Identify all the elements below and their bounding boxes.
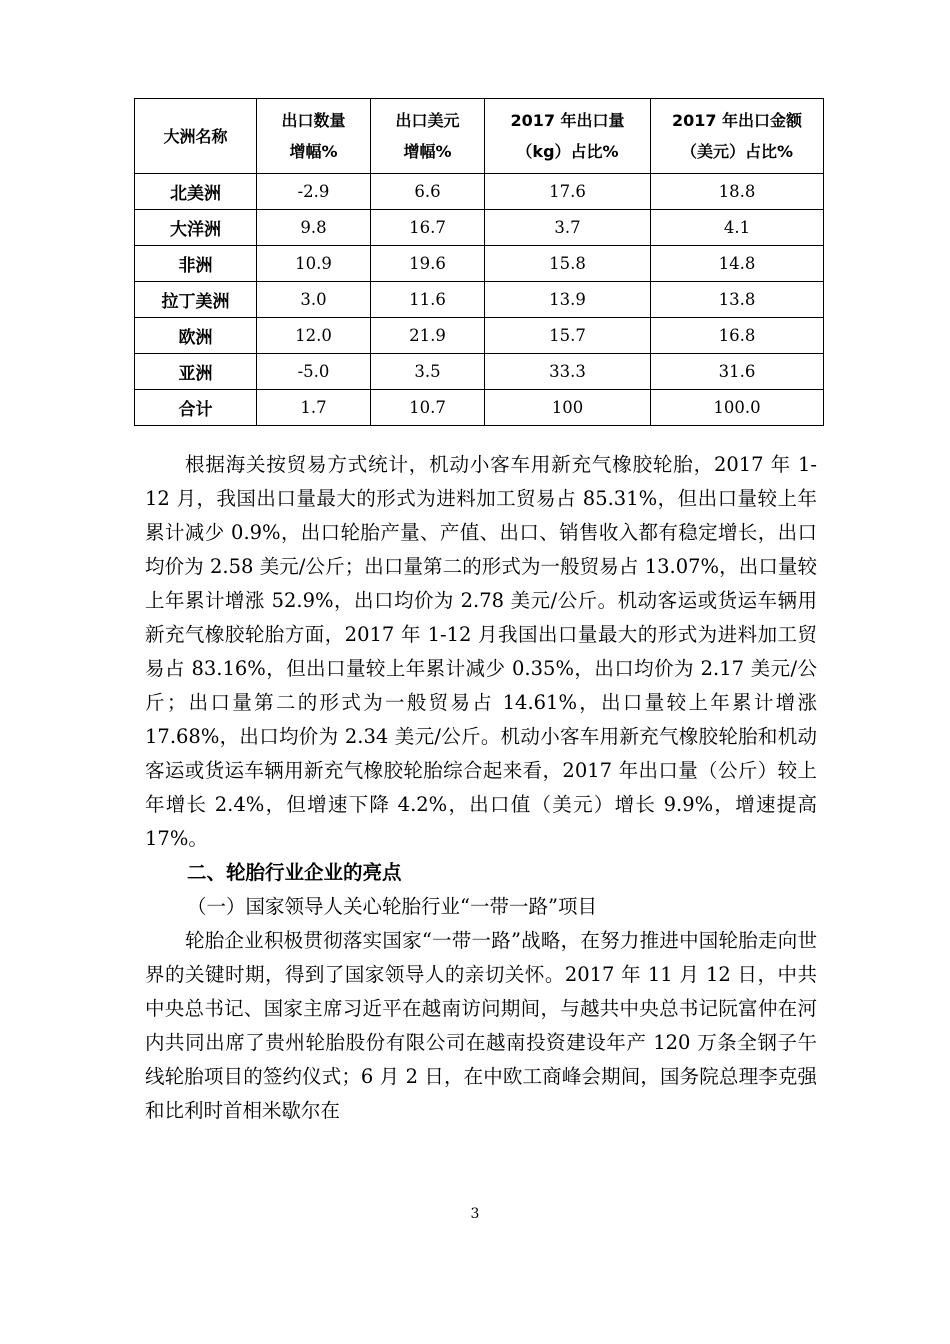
section-heading: 二、轮胎行业企业的亮点 bbox=[187, 861, 402, 884]
table-cell-continent: 大洋洲 bbox=[135, 210, 257, 246]
header-export-usd-growth: 出口美元 增幅% bbox=[371, 99, 485, 174]
table-cell: 100.0 bbox=[651, 390, 824, 426]
table-cell: 10.9 bbox=[257, 246, 371, 282]
table-cell: 18.8 bbox=[651, 174, 824, 210]
body-text bbox=[145, 448, 817, 1128]
header-2017-value-share: 2017 年出口金额 （美元）占比% bbox=[651, 99, 824, 174]
header-2017-volume-share: 2017 年出口量 （kg）占比% bbox=[485, 99, 651, 174]
table-cell: 11.6 bbox=[371, 282, 485, 318]
header-continent: 大洲名称 bbox=[135, 99, 257, 174]
table-cell: 15.7 bbox=[485, 318, 651, 354]
table-cell-continent: 合计 bbox=[135, 390, 257, 426]
header-export-quantity-growth: 出口数量 增幅% bbox=[257, 99, 371, 174]
table-cell: 6.6 bbox=[371, 174, 485, 210]
table-row bbox=[135, 354, 824, 390]
table-row bbox=[135, 246, 824, 282]
table-cell: 16.8 bbox=[651, 318, 824, 354]
table-cell: 12.0 bbox=[257, 318, 371, 354]
page-number: 3 bbox=[470, 1206, 480, 1222]
table-row bbox=[135, 318, 824, 354]
table-cell-continent: 非洲 bbox=[135, 246, 257, 282]
table-cell: -5.0 bbox=[257, 354, 371, 390]
table-cell: 3.0 bbox=[257, 282, 371, 318]
subsection-heading: （一）国家领导人关心轮胎行业“一带一路”项目 bbox=[187, 895, 597, 918]
table-cell-continent: 亚洲 bbox=[135, 354, 257, 390]
table-cell: 14.8 bbox=[651, 246, 824, 282]
table-cell: 31.6 bbox=[651, 354, 824, 390]
table-cell: 10.7 bbox=[371, 390, 485, 426]
table-total-row bbox=[135, 390, 824, 426]
table-cell: 19.6 bbox=[371, 246, 485, 282]
table-cell: -2.9 bbox=[257, 174, 371, 210]
table-cell: 3.7 bbox=[485, 210, 651, 246]
table-cell: 1.7 bbox=[257, 390, 371, 426]
table-cell: 3.5 bbox=[371, 354, 485, 390]
table-header-row bbox=[135, 99, 824, 174]
paragraph-trade-statistics: 根据海关按贸易方式统计，机动小客车用新充气橡胶轮胎，2017 年 1-12 月，我国出口量最大的形式为进料加工贸易占 85.31%，但出口量较上年累计减少 0.9%，出口轮胎产量、产值、出口、销售收入都有稳定增长，出口均价为 2.58 美元/公斤；出口量第二的形式为一般贸易占 13.07%，出口量较上年累计增涨 52.9%，出口均价为 2.78 美元/公斤。机动客运或货运车辆用新充气橡胶轮胎方面，2017 年 1-12 月我国出口量最大的形式为进料加工贸易占 83.16%，但出口量较上年累计减少 0.35%，出口均价为 2.17 美元/公斤；出口量第二的形式为一般贸易占 14.61%，出口量较上年累计增涨 17.68%，出口均价为 2.34 美元/公斤。机动小客车用新充气橡胶轮胎和机动客运或货运车辆用新充气橡胶轮胎综合起来看，2017 年出口量（公斤）较上年增长 2.4%，但增速下降 4.2%，出口值（美元）增长 9.9%，增速提高 17%。 bbox=[145, 453, 817, 850]
table-cell: 17.6 bbox=[485, 174, 651, 210]
table-cell: 16.7 bbox=[371, 210, 485, 246]
table-cell: 21.9 bbox=[371, 318, 485, 354]
table-cell: 13.9 bbox=[485, 282, 651, 318]
table-cell: 100 bbox=[485, 390, 651, 426]
table-row bbox=[135, 210, 824, 246]
paragraph-belt-and-road: 轮胎企业积极贯彻落实国家“一带一路”战略，在努力推进中国轮胎走向世界的关键时期，得到了国家领导人的亲切关怀。2017 年 11 月 12 日，中共中央总书记、国家主席习近平在越南访问期间，与越共中央总书记阮富仲在河内共同出席了贵州轮胎股份有限公司在越南投资建设年产 120 万条全钢子午线轮胎项目的签约仪式；6 月 2 日，在中欧工商峰会期间，国务院总理李克强和比利时首相米歇尔在 bbox=[145, 929, 817, 1122]
table-cell: 9.8 bbox=[257, 210, 371, 246]
table-cell: 15.8 bbox=[485, 246, 651, 282]
table-row bbox=[135, 282, 824, 318]
table-cell: 4.1 bbox=[651, 210, 824, 246]
table-row bbox=[135, 174, 824, 210]
table-cell: 33.3 bbox=[485, 354, 651, 390]
table-cell-continent: 欧洲 bbox=[135, 318, 257, 354]
export-stats-table bbox=[134, 98, 824, 426]
table-cell-continent: 拉丁美洲 bbox=[135, 282, 257, 318]
table-cell: 13.8 bbox=[651, 282, 824, 318]
table-cell-continent: 北美洲 bbox=[135, 174, 257, 210]
